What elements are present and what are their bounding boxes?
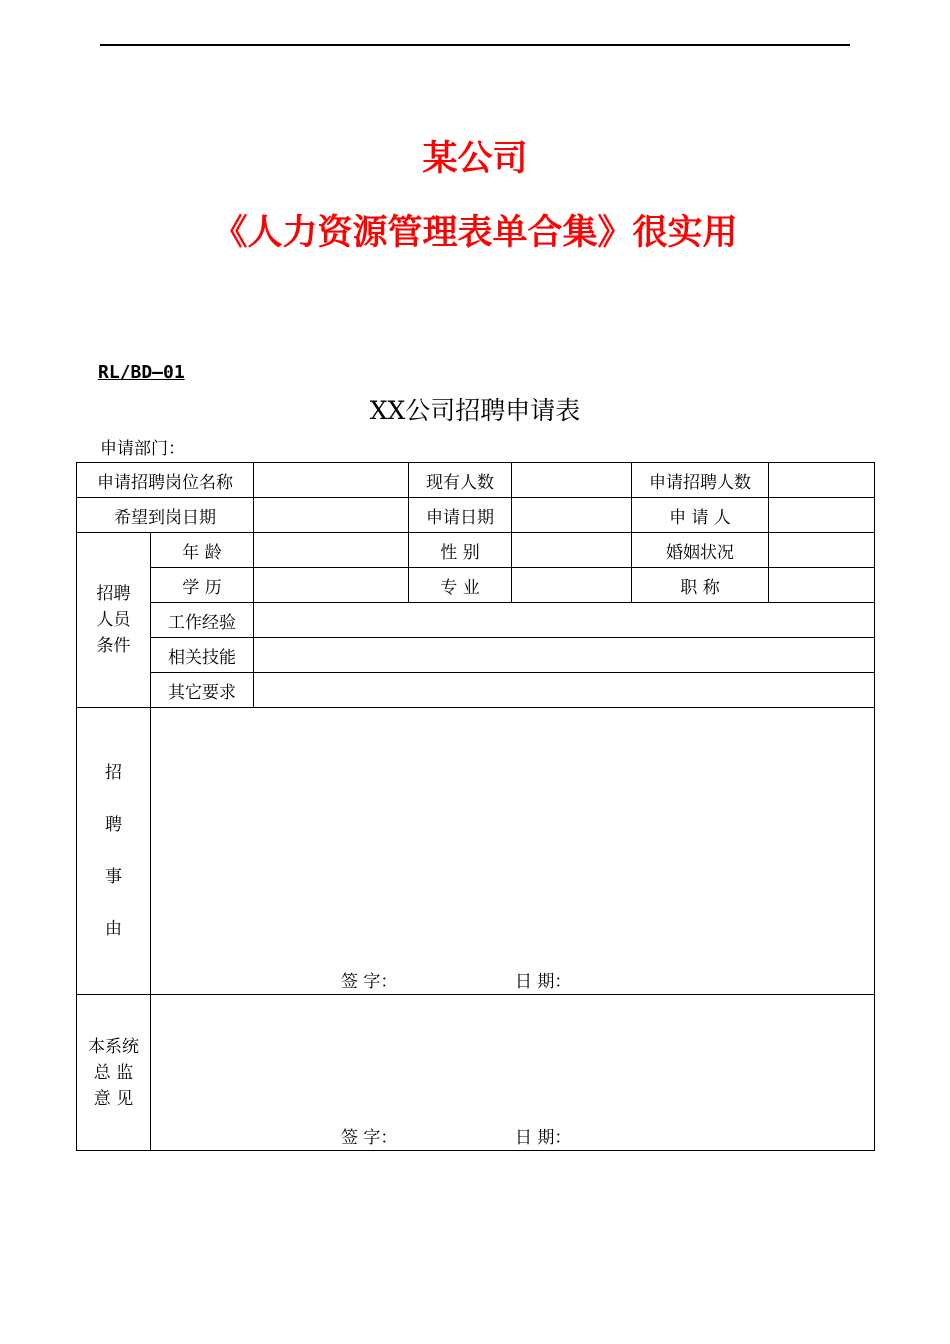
table-row [77, 498, 875, 533]
job-title-field[interactable] [769, 568, 875, 603]
applicant-field[interactable] [769, 498, 875, 533]
major-label: 专 业 [409, 568, 512, 603]
gender-field[interactable] [512, 533, 632, 568]
opinion-sign-label: 签 字： [341, 1128, 398, 1148]
table-row [77, 995, 875, 1151]
reason-sign-label: 签 字： [341, 972, 398, 992]
conditions-label-line: 条件 [96, 636, 131, 656]
marital-label: 婚姻状况 [632, 533, 769, 568]
company-title: 某公司 [422, 138, 528, 179]
top-rule [100, 44, 850, 46]
table-row [77, 463, 875, 498]
opinion-label-line: 总 监 [93, 1062, 134, 1083]
gender-label: 性 别 [409, 533, 512, 568]
reason-char: 聘 [105, 815, 122, 835]
age-field[interactable] [254, 533, 409, 568]
current-count-label: 现有人数 [409, 463, 512, 498]
reason-char: 由 [105, 919, 122, 939]
collection-title: 《人力资源管理表单合集》很实用 [212, 212, 738, 253]
table-row [77, 708, 875, 995]
form-title: XX公司招聘申请表 [369, 396, 581, 425]
experience-label: 工作经验 [151, 603, 254, 638]
reason-label [77, 708, 151, 995]
recruitment-form-table [76, 462, 875, 1151]
apply-count-field[interactable] [769, 463, 875, 498]
table-row [77, 533, 875, 568]
other-requirements-field[interactable] [254, 673, 875, 708]
table-row [77, 638, 875, 673]
form-code: RL/BD—01 [98, 362, 185, 383]
conditions-label-line: 招聘 [96, 584, 131, 604]
reason-char: 招 [105, 763, 122, 783]
table-row [77, 603, 875, 638]
opinion-label-line: 意 见 [93, 1088, 134, 1109]
table-row [77, 568, 875, 603]
reason-field[interactable] [151, 708, 875, 995]
apply-count-label: 申请招聘人数 [632, 463, 769, 498]
current-count-field[interactable] [512, 463, 632, 498]
applicant-label: 申 请 人 [632, 498, 769, 533]
opinion-date-label: 日 期： [515, 1128, 572, 1148]
opinion-field[interactable] [151, 995, 875, 1151]
opinion-label [77, 995, 151, 1151]
dept-label: 申请部门： [100, 439, 185, 459]
conditions-group-label [77, 533, 151, 708]
skills-label: 相关技能 [151, 638, 254, 673]
education-label: 学 历 [151, 568, 254, 603]
apply-date-field[interactable] [512, 498, 632, 533]
apply-date-label: 申请日期 [409, 498, 512, 533]
expected-date-field[interactable] [254, 498, 409, 533]
other-requirements-label: 其它要求 [151, 673, 254, 708]
major-field[interactable] [512, 568, 632, 603]
position-name-label: 申请招聘岗位名称 [77, 463, 254, 498]
conditions-label-line: 人员 [96, 610, 131, 630]
position-name-field[interactable] [254, 463, 409, 498]
table-row [77, 673, 875, 708]
job-title-label: 职 称 [632, 568, 769, 603]
age-label: 年 龄 [151, 533, 254, 568]
education-field[interactable] [254, 568, 409, 603]
skills-field[interactable] [254, 638, 875, 673]
experience-field[interactable] [254, 603, 875, 638]
reason-date-label: 日 期： [515, 972, 572, 992]
expected-date-label: 希望到岗日期 [77, 498, 254, 533]
reason-char: 事 [105, 867, 122, 887]
opinion-label-line: 本系统 [88, 1036, 139, 1057]
marital-field[interactable] [769, 533, 875, 568]
